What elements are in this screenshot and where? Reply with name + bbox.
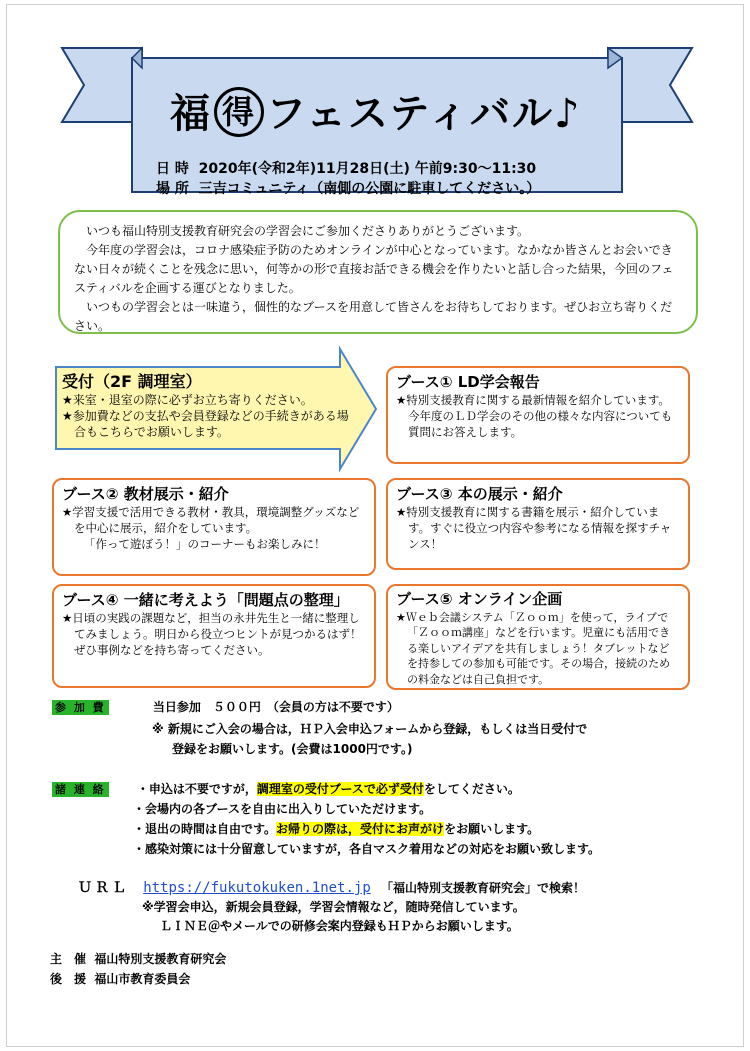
fee-note-1: ※ 新規にご入会の場合は，ＨＰ入会申込フォームから登録，もしくは当日受付で bbox=[152, 722, 588, 736]
notices-line-1: 諸 連 絡 ・申込は不要ですが，調理室の受付ブースで必ず受付をしてください。 bbox=[52, 780, 520, 797]
booth-1: ブース① LD学会報告 ★特別支援教育に関する最新情報を紹介しています。今年度のＬＤ学会のその他の様々な内容についても質問にお答えします。 bbox=[386, 366, 690, 464]
booth-3: ブース③ 本の展示・紹介 ★特別支援教育に関する書籍を展示・紹介しています。すぐに役立つ内容や参考になる情報を探すチャンス！ bbox=[386, 478, 690, 570]
booth-4: ブース④ 一緒に考えよう「問題点の整理」 ★日頃の実践の課題など，担当の永井先生と一緒に整理してみましょう。明日から役立つヒントが見つかるはず！ぜひ事例などを持ち寄ってください。 bbox=[52, 584, 376, 688]
url-line: ＵＲＬ https://fukutokuken.1net.jp 「福山特別支援教育研究会」で検索！ bbox=[78, 880, 585, 896]
host: 主 催 福山特別支援教育研究会 bbox=[50, 952, 227, 966]
url-note-2: ＬＩＮＥ＠やメールでの研修会案内登録もＨＰからお願いします。 bbox=[160, 919, 519, 933]
fee-label: 参 加 費 bbox=[52, 700, 109, 715]
reception-info: 受付（2F 調理室） ★来室・退室の際に必ずお立ち寄りください。 ★参加費などの支払や会員登録などの手続きがある場合もこちらでお願いします。 bbox=[62, 372, 349, 439]
notices-line-4: ・感染対策には十分留意していますが，各自マスク着用などの対応をお願い致します。 bbox=[133, 842, 601, 856]
supporter: 後 援 福山市教育委員会 bbox=[50, 972, 191, 986]
booth-5: ブース⑤ オンライン企画 ★Ｗｅｂ会議システム「Ｚｏｏｍ」を使って，ライブで「Ｚｏｏｍ講座」などを行います。児童にも活用できる楽しいアイデアを共有しましょう！タブレットなどを持参しての参加も可能です。その場合，接続のための料金などは自己負担です。 bbox=[386, 584, 690, 690]
homepage-link[interactable]: https://fukutokuken.1net.jp bbox=[143, 880, 371, 896]
booth-2: ブース② 教材展示・紹介 ★学習支援で活用できる教材・教具，環境調整グッズなどを中心に展示，紹介をしています。 「作って遊ぼう！」のコーナーもお楽しみに！ bbox=[52, 478, 376, 576]
fee-section: 参 加 費 当日参加 ５００円 （会員の方は不要です） bbox=[52, 698, 399, 715]
notices-line-2: ・会場内の各ブースを自由に出入りしていただけます。 bbox=[133, 802, 432, 816]
page-title: 福 得 フェスティバル♪ bbox=[170, 82, 582, 139]
circled-title-char: 得 bbox=[214, 87, 264, 137]
event-date: 日 時 2020年(令和2年)11月28日(土) 午前9:30～11:30 bbox=[156, 161, 537, 177]
notices-line-3: ・退出の時間は自由です。お帰りの際は，受付にお声がけをお願いします。 bbox=[133, 822, 540, 836]
fee-note-2: 登録をお願いします。(会費は1000円です。) bbox=[172, 742, 413, 756]
event-place: 場 所 三吉コミュニティ（南側の公園に駐車してください。） bbox=[156, 181, 541, 197]
notices-label: 諸 連 絡 bbox=[52, 782, 109, 797]
url-note-1: ※学習会申込，新規会員登録，学習会情報など，随時発信しています。 bbox=[142, 900, 525, 914]
greeting-box: いつも福山特別支援教育研究会の学習会にご参加くださりありがとうございます。 今年度の学習会は，コロナ感染症予防のためオンラインが中心となっています。なかなか皆さんとお会いできない日々が続くことを残念に思い，何等かの形で直接お話できる機会を作りたいと話し合った結果，今回のフェスティバルを企画する運びとなりました。 いつもの学習会とは一味違う，個性的なブースを用意して皆さんをお待ちしております。ぜひお立ち寄りください。 bbox=[58, 210, 698, 334]
